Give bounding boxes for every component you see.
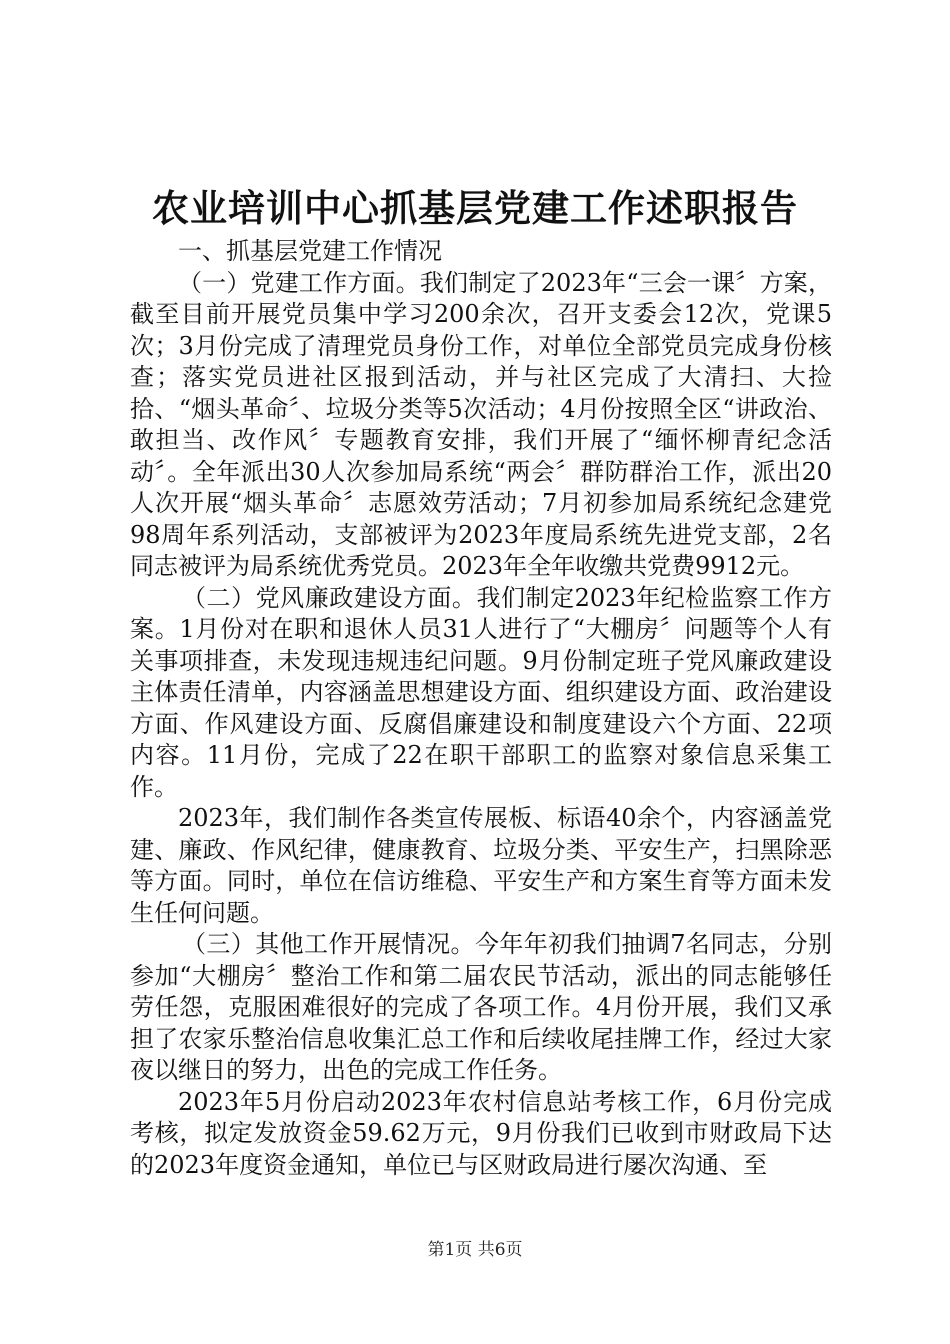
document-title: 农业培训中心抓基层党建工作述职报告 bbox=[152, 186, 798, 230]
document-body bbox=[130, 236, 832, 1181]
paragraph-party-building: （一）党建工作方面。我们制定了2023年“三会一课〞方案，截至目前开展党员集中学习200余次，召开支委会12次，党课5次；3月份完成了清理党员身份工作，对单位全部党员完成身份核查；落实党员进社区报到活动，并与社区完成了大清扫、大捡拾、“烟头革命〞、垃圾分类等5次活动；4月份按照全区“讲政治、敢担当、改作风〞专题教育安排，我们开展了“缅怀柳青纪念活动〞。全年派出30人次参加局系统“两会〞群防群治工作，派出20人次开展“烟头革命〞志愿效劳活动；7月初参加局系统纪念建党98周年系列活动，支部被评为2023年度局系统先进党支部，2名同志被评为局系统优秀党员。2023年全年收缴共党费9912元。 bbox=[130, 268, 832, 580]
section-heading: 一、抓基层党建工作情况 bbox=[178, 237, 442, 265]
paragraph-publicity: 2023年，我们制作各类宣传展板、标语40余个，内容涵盖党建、廉政、作风纪律，健康教育、垃圾分类、平安生产，扫黑除恶等方面。同时，单位在信访维稳、平安生产和方案生育等方面未发生任何问题。 bbox=[130, 804, 832, 927]
page-number-footer: 第1页 共6页 bbox=[427, 1240, 523, 1260]
paragraph-info-station: 2023年5月份启动2023年农村信息站考核工作，6月份完成考核，拟定发放资金59.62万元，9月份我们已收到市财政局下达的2023年度资金通知，单位已与区财政局进行屡次沟通、至 bbox=[130, 1087, 832, 1179]
paragraph-integrity: （二）党风廉政建设方面。我们制定2023年纪检监察工作方案。1月份对在职和退休人员31人进行了“大棚房〞问题等个人有关事项排查，未发现违规违纪问题。9月份制定班子党风廉政建设主体责任清单，内容涵盖思想建设方面、组织建设方面、政治建设方面、作风建设方面、反腐倡廉建设和制度建设六个方面、22项内容。11月份，完成了22在职干部职工的监察对象信息采集工作。 bbox=[130, 583, 832, 801]
paragraph-other-work: （三）其他工作开展情况。今年年初我们抽调7名同志，分别参加“大棚房〞整治工作和第二届农民节活动，派出的同志能够任劳任怨，克服困难很好的完成了各项工作。4月份开展，我们又承担了农家乐整治信息收集汇总工作和后续收尾挂牌工作，经过大家夜以继日的努力，出色的完成工作任务。 bbox=[130, 930, 832, 1084]
